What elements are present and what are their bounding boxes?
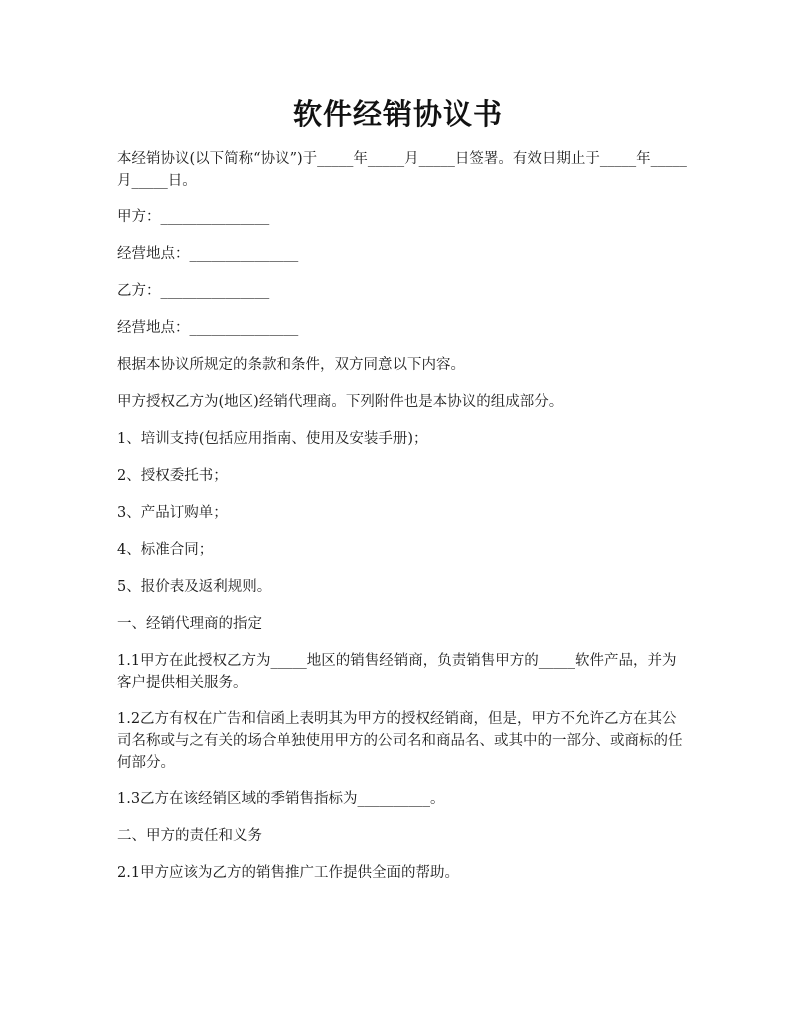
clause-1-3: 1.3乙方在该经销区域的季销售指标为__________。: [117, 791, 445, 807]
paragraph-agreement-intro: 根据本协议所规定的条款和条件，双方同意以下内容。: [117, 357, 465, 373]
list-item-attachment-5: 5、报价表及返利规则。: [117, 579, 272, 595]
clause-1-2: 1.2乙方有权在广告和信函上表明其为甲方的授权经销商，但是，甲方不允许乙方在其公司名称或与之有关的场合单独使用甲方的公司名和商品名、或其中的一部分、或商标的任何部分。: [117, 711, 683, 771]
clause-2-1: 2.1甲方应该为乙方的销售推广工作提供全面的帮助。: [117, 865, 460, 881]
document-body: [117, 148, 687, 899]
paragraph-party-a-address: 经营地点：_______________: [117, 246, 299, 262]
section-heading-1: 一、经销代理商的指定: [117, 616, 262, 632]
list-item-attachment-4: 4、标准合同；: [117, 542, 214, 558]
section-heading-2: 二、甲方的责任和义务: [117, 828, 262, 844]
list-item-attachment-2: 2、授权委托书；: [117, 468, 228, 484]
paragraph-party-b-address: 经营地点：_______________: [117, 320, 299, 336]
list-item-attachment-1: 1、培训支持(包括应用指南、使用及安装手册)；: [117, 431, 428, 447]
paragraph-signing-date: 本经销协议(以下简称“协议”)于_____年_____月_____日签署。有效日期止于_____年_____月_____日。: [117, 151, 687, 189]
paragraph-party-b: 乙方：_______________: [117, 283, 270, 299]
list-item-attachment-3: 3、产品订购单；: [117, 505, 228, 521]
clause-1-1: 1.1甲方在此授权乙方为_____地区的销售经销商，负责销售甲方的_____软件产品，并为客户提供相关服务。: [117, 653, 677, 691]
paragraph-party-a: 甲方：_______________: [117, 209, 270, 225]
document-title: 软件经销协议书: [292, 97, 503, 131]
paragraph-authorization: 甲方授权乙方为(地区)经销代理商。下列附件也是本协议的组成部分。: [117, 394, 564, 410]
